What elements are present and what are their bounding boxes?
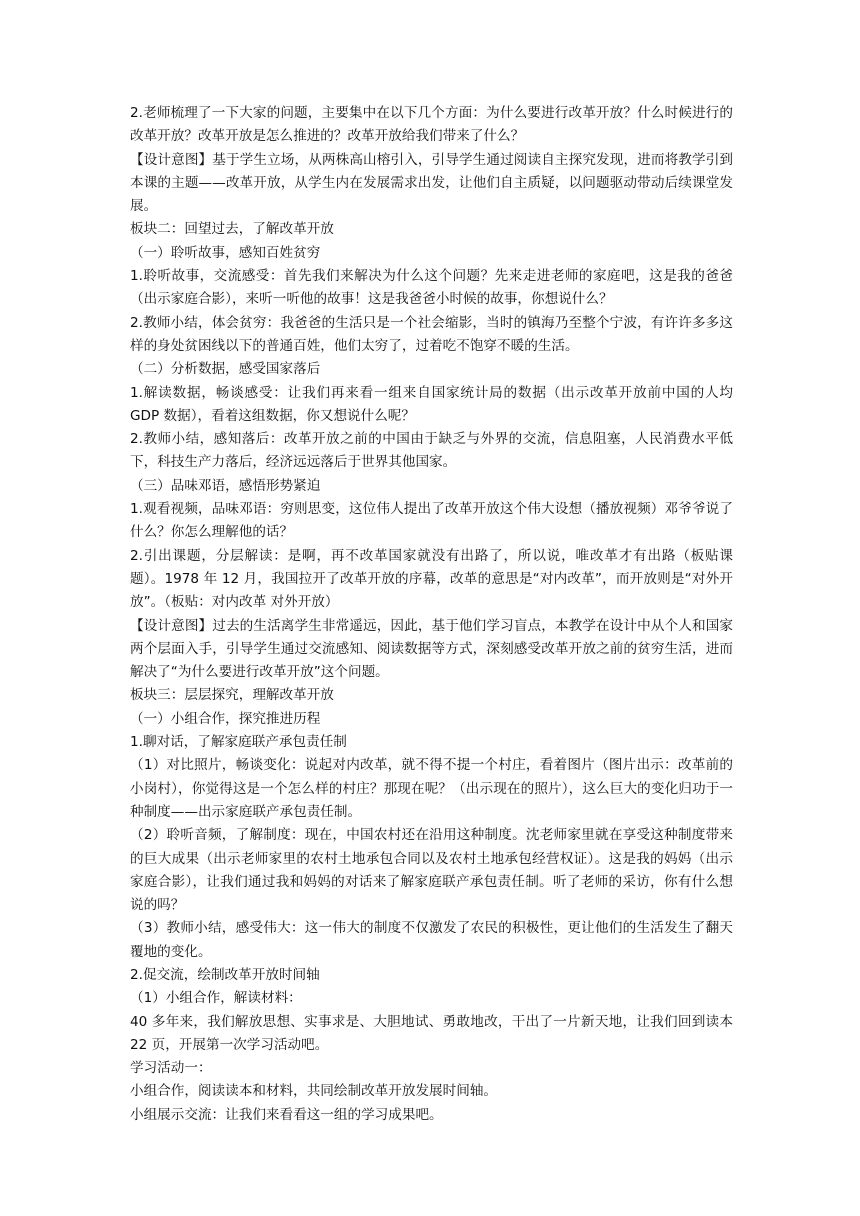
paragraph-forty-years: 40 多年来，我们解放思想、实事求是、大胆地试、勇敢地改，干出了一片新天地，让我们回到读本 22 页，开展第一次学习活动吧。 [130, 1013, 733, 1053]
paragraph-group-presentation: 小组展示交流：让我们来看看这一组的学习成果吧。 [130, 1106, 443, 1123]
paragraph-teacher-summary-greatness: （3）教师小结，感受伟大：这一伟大的制度不仅激发了农民的积极性，更让他们的生活发生了翻天覆地的变化。 [130, 920, 733, 960]
section-heading-block-2: 板块二：回望过去，了解改革开放 [130, 221, 334, 238]
paragraph-compare-photos: （1）对比照片，畅谈变化：说起对内改革，就不得不提一个村庄，看着图片（图片出示：改革前的小岗村），你觉得这是一个怎么样的村庄？那现在呢？（出示现在的照片），这么巨大的变化归功于一种制度——出示家庭联产承包责任制。 [130, 757, 733, 820]
paragraph-group-read-materials: （1）小组合作，解读材料： [130, 990, 302, 1007]
paragraph-listen-story-1: 1.聆听故事，交流感受：首先我们来解决为什么这个问题？先来走进老师的家庭吧，这是我的爸爸（出示家庭合影），来听一听他的故事！这是我爸爸小时候的故事，你想说什么？ [130, 268, 733, 308]
paragraph-listen-audio: （2）聆听音频，了解制度：现在，中国农村还在沿用这种制度。沈老师家里就在享受这种制度带来的巨大成果（出示老师家里的农村土地承包合同以及农村土地承包经营权证）。这是我的妈妈（出示家庭合影），让我们通过我和妈妈的对话来了解家庭联产承包责任制。听了老师的采访，你有什么想说的吗？ [130, 827, 733, 914]
paragraph-design-intent-2: 【设计意图】过去的生活离学生非常遥远，因此，基于他们学习盲点，本教学在设计中从个人和国家两个层面入手，引导学生通过交流感知、阅读数据等方式，深刻感受改革开放之前的贫穷生活，进而解决了“为什么要进行改革开放”这个问题。 [130, 617, 733, 681]
paragraph-design-intent-1: 【设计意图】基于学生立场，从两株高山榕引入，引导学生通过阅读自主探究发现，进而将教学引到本课的主题——改革开放，从学生内在发展需求出发，让他们自主质疑，以问题驱动带动后续课堂发展。 [130, 151, 733, 215]
subheading-listen-story: （一）聆听故事，感知百姓贫穷 [130, 244, 321, 261]
paragraph-deng-words-1: 1.观看视频，品味邓语：穷则思变，这位伟人提出了改革开放这个伟大设想（播放视频）邓爷爷说了什么？你怎么理解他的话？ [130, 501, 733, 541]
subheading-deng-words: （三）品味邓语，感悟形势紧迫 [130, 477, 321, 494]
paragraph-deng-words-2: 2.引出课题，分层解读：是啊，再不改革国家就没有出路了，所以说，唯改革才有出路（板贴课题）。1978 年 12 月，我国拉开了改革开放的序幕，改革的意思是“对内改革”，而开放则是“对外开放”。（板贴：对内改革 对外开放） [130, 547, 733, 611]
paragraph-analyze-data-1: 1.解读数据，畅谈感受：让我们再来看一组来自国家统计局的数据（出示改革开放前中国的人均 GDP 数据），看着这组数据，你又想说什么呢？ [130, 384, 733, 424]
paragraph-learning-activity-1: 学习活动一： [130, 1060, 212, 1077]
paragraph-teacher-summary-questions: 2.老师梳理了一下大家的问题，主要集中在以下几个方面：为什么要进行改革开放？什么时候进行的改革开放？改革开放是怎么推进的？改革开放给我们带来了什么？ [130, 105, 733, 145]
paragraph-draw-timeline: 2.促交流，绘制改革开放时间轴 [130, 966, 320, 983]
subheading-analyze-data: （二）分析数据，感受国家落后 [130, 361, 321, 378]
document-page [130, 102, 733, 1127]
paragraph-group-draw-timeline: 小组合作，阅读读本和材料，共同绘制改革开放发展时间轴。 [130, 1083, 498, 1100]
subheading-group-cooperation: （一）小组合作，探究推进历程 [130, 710, 321, 727]
paragraph-listen-story-2: 2.教师小结，体会贫穷：我爸爸的生活只是一个社会缩影，当时的镇海乃至整个宁波，有许许多多这样的身处贫困线以下的普通百姓，他们太穷了，过着吃不饱穿不暖的生活。 [130, 314, 733, 354]
paragraph-household-responsibility: 1.聊对话，了解家庭联产承包责任制 [130, 734, 347, 751]
section-heading-block-3: 板块三：层层探究，理解改革开放 [130, 687, 334, 704]
paragraph-analyze-data-2: 2.教师小结，感知落后：改革开放之前的中国由于缺乏与外界的交流，信息阻塞，人民消费水平低下，科技生产力落后，经济远远落后于世界其他国家。 [130, 431, 733, 471]
